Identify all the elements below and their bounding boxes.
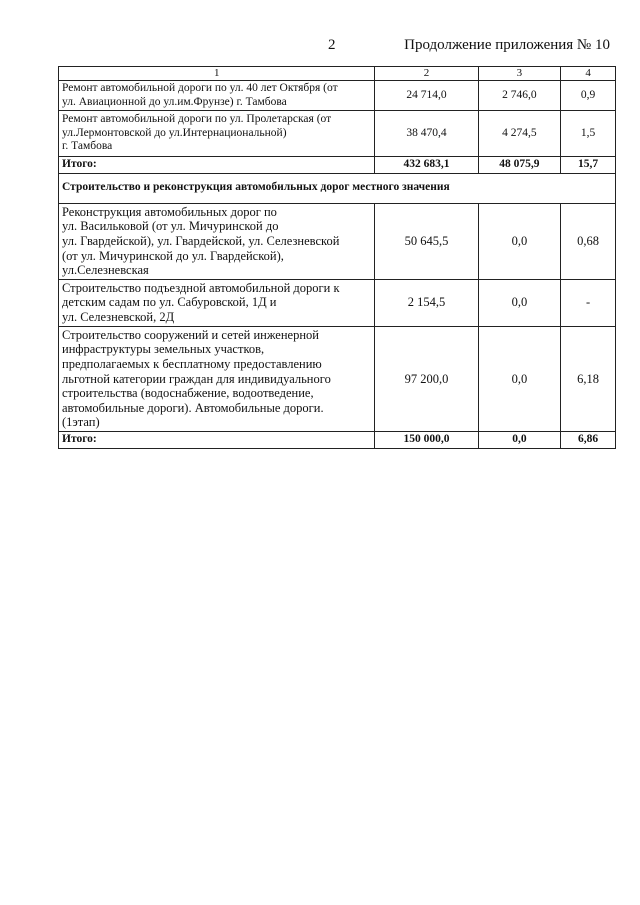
table-row bbox=[59, 326, 616, 431]
text-line: ул.Лермонтовской до ул.Интернациональной) bbox=[62, 126, 287, 139]
text-line: Строительство сооружений и сетей инженерной bbox=[62, 327, 319, 342]
cell-value: 38 470,4 bbox=[375, 111, 478, 157]
text-line: автомобильные дороги). Автомобильные дороги. bbox=[62, 400, 324, 415]
row-description bbox=[59, 326, 375, 431]
text-line: Реконструкция автомобильных дорог по bbox=[62, 204, 277, 219]
total-value: 15,7 bbox=[561, 157, 616, 174]
cell-value: - bbox=[561, 279, 616, 326]
total-value: 48 075,9 bbox=[478, 157, 561, 174]
text-line: ул.Селезневская bbox=[62, 263, 149, 278]
column-header: 3 bbox=[478, 67, 561, 81]
row-description bbox=[59, 203, 375, 279]
row-description bbox=[59, 81, 375, 111]
cell-value: 2 746,0 bbox=[478, 81, 561, 111]
row-description bbox=[59, 279, 375, 326]
table-row bbox=[59, 279, 616, 326]
column-header: 1 bbox=[59, 67, 375, 81]
budget-table bbox=[58, 66, 616, 449]
section-row bbox=[59, 173, 616, 203]
text-line: льготной категории граждан для индивидуального bbox=[62, 371, 331, 386]
cell-value: 50 645,5 bbox=[375, 203, 478, 279]
cell-value: 0,0 bbox=[478, 326, 561, 431]
text-line: детским садам по ул. Сабуровской, 1Д и bbox=[62, 295, 277, 310]
total-value: 432 683,1 bbox=[375, 157, 478, 174]
text-line: Строительство подъездной автомобильной дороги к bbox=[62, 280, 340, 295]
cell-value: 0,9 bbox=[561, 81, 616, 111]
cell-value: 4 274,5 bbox=[478, 111, 561, 157]
cell-value: 1,5 bbox=[561, 111, 616, 157]
appendix-label: Продолжение приложения № 10 bbox=[404, 37, 610, 53]
total-row bbox=[59, 432, 616, 449]
section-title: Строительство и реконструкция автомобильных дорог местного значения bbox=[59, 173, 616, 203]
total-label: Итого: bbox=[59, 157, 375, 174]
text-line: (от ул. Мичуринской до ул. Гвардейской), bbox=[62, 248, 284, 263]
table-row bbox=[59, 203, 616, 279]
cell-value: 97 200,0 bbox=[375, 326, 478, 431]
cell-value: 2 154,5 bbox=[375, 279, 478, 326]
text-line: ул. Гвардейской), ул. Гвардейской, ул. Селезневской bbox=[62, 233, 340, 248]
cell-value: 0,0 bbox=[478, 203, 561, 279]
text-line: строительства (водоснабжение, водоотведение, bbox=[62, 386, 314, 401]
table-row bbox=[59, 81, 616, 111]
text-line: г. Тамбова bbox=[62, 140, 113, 153]
text-line: ул. Васильковой (от ул. Мичуринской до bbox=[62, 219, 279, 234]
row-description bbox=[59, 111, 375, 157]
text-line: ул. Селезневской, 2Д bbox=[62, 310, 175, 325]
total-value: 6,86 bbox=[561, 432, 616, 449]
table-header-row bbox=[59, 67, 616, 81]
text-line: ул. Авиационной до ул.им.Фрунзе) г. Тамбова bbox=[62, 95, 287, 108]
text-line: (1этап) bbox=[62, 415, 100, 430]
total-value: 0,0 bbox=[478, 432, 561, 449]
column-header: 4 bbox=[561, 67, 616, 81]
column-header: 2 bbox=[375, 67, 478, 81]
table-row bbox=[59, 111, 616, 157]
text-line: инфраструктуры земельных участков, bbox=[62, 342, 265, 357]
text-line: предполагаемых к бесплатному предоставлению bbox=[62, 356, 322, 371]
total-value: 150 000,0 bbox=[375, 432, 478, 449]
total-row bbox=[59, 157, 616, 174]
cell-value: 6,18 bbox=[561, 326, 616, 431]
page-number: 2 bbox=[328, 37, 336, 53]
total-label: Итого: bbox=[59, 432, 375, 449]
text-line: Ремонт автомобильной дороги по ул. Пролетарская (от bbox=[62, 113, 332, 126]
text-line: Ремонт автомобильной дороги по ул. 40 лет Октября (от bbox=[62, 82, 338, 94]
cell-value: 24 714,0 bbox=[375, 81, 478, 111]
cell-value: 0,0 bbox=[478, 279, 561, 326]
cell-value: 0,68 bbox=[561, 203, 616, 279]
